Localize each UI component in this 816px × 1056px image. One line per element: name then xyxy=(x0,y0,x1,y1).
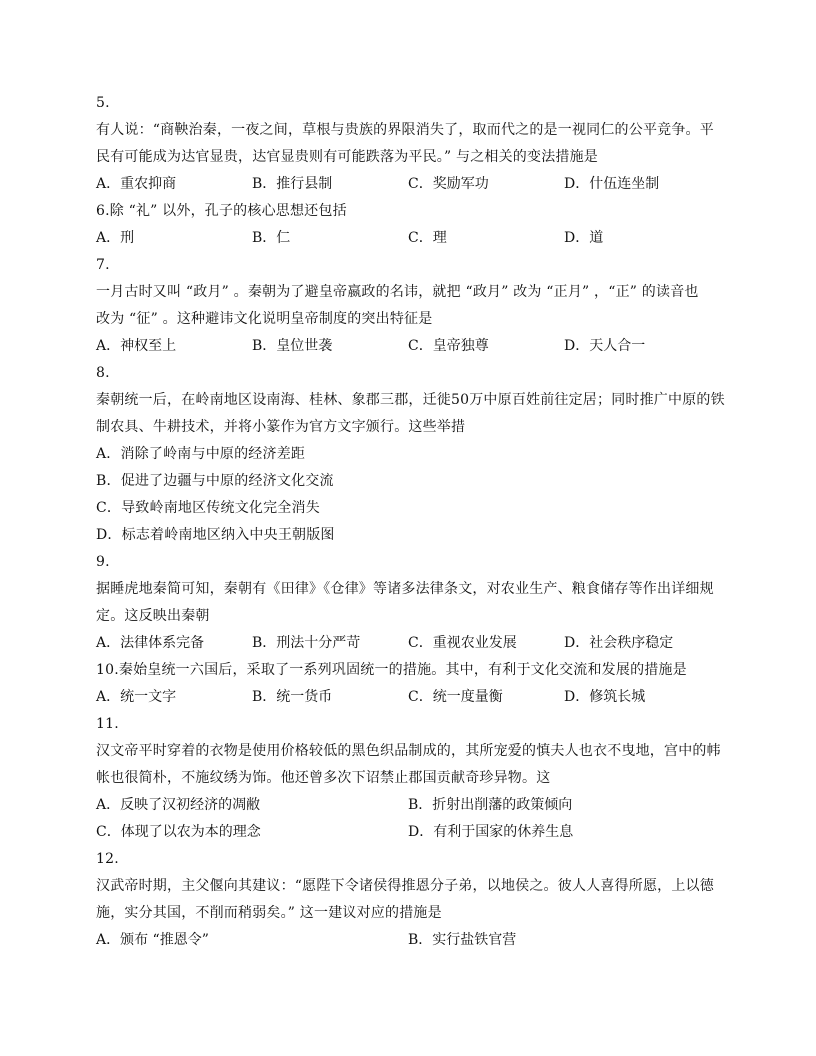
question-stem-line: 汉文帝平时穿着的衣物是使用价格较低的黑色织品制成的，其所宠爱的慎夫人也衣不曳地，宫中的帏 xyxy=(96,743,721,759)
option-d: D．标志着岭南地区纳入中央王朝版图 xyxy=(96,527,335,543)
question-stem-line: 秦朝统一后，在岭南地区设南海、桂林、象郡三郡，迁徙50万中原百姓前往定居；同时推广中原的铁 xyxy=(96,392,725,408)
option-c: C．奖励军功 xyxy=(408,176,489,192)
question-number: 5. xyxy=(96,95,110,111)
option-b: B．刑法十分严苛 xyxy=(252,635,361,651)
question-line xyxy=(96,198,347,225)
question-line xyxy=(96,657,687,684)
question-number: 6. xyxy=(96,203,110,219)
question-stem-line: 制农具、牛耕技术，并将小篆作为官方文字颁行。这些举措 xyxy=(96,419,466,435)
question-stem-line: 有人说：“商鞅治秦，一夜之间，草根与贵族的界限消失了，取而代之的是一视同仁的公平竞争。平 xyxy=(96,122,714,138)
question-stem-line: 秦始皇统一六国后，采取了一系列巩固统一的措施。其中，有利于文化交流和发展的措施是 xyxy=(118,662,687,678)
question-number: 7. xyxy=(96,257,110,273)
option-b: B．推行县制 xyxy=(252,176,333,192)
option-d: D．什伍连坐制 xyxy=(564,176,660,192)
question-stem-line: 除 “礼” 以外，孔子的核心思想还包括 xyxy=(109,203,347,219)
question-number: 9. xyxy=(96,554,110,570)
option-d: D．天人合一 xyxy=(564,338,646,354)
option-b: B．实行盐铁官营 xyxy=(408,932,517,948)
question-number: 12. xyxy=(96,851,119,867)
question-stem-line: 民有可能成为达官显贵，达官显贵则有可能跌落为平民。” 与之相关的变法措施是 xyxy=(96,149,599,165)
question-stem-line: 施，实分其国，不削而稍弱矣。” 这一建议对应的措施是 xyxy=(96,905,442,921)
option-a: A．神权至上 xyxy=(96,338,177,354)
option-b: B．促进了边疆与中原的经济文化交流 xyxy=(96,473,334,489)
option-a: A．颁布 “推恩令” xyxy=(96,932,209,948)
question-stem-line: 据睡虎地秦简可知，秦朝有《田律》《仓律》等诸多法律条文，对农业生产、粮食储存等作出详细规 xyxy=(96,581,714,597)
option-c: C．统一度量衡 xyxy=(408,689,503,705)
option-a: A．反映了汉初经济的凋敝 xyxy=(96,797,261,813)
option-c: C．体现了以农为本的理念 xyxy=(96,824,261,840)
question-number: 8. xyxy=(96,365,110,381)
question-number: 11. xyxy=(96,716,119,732)
option-a: A．消除了岭南与中原的经济差距 xyxy=(96,446,306,462)
option-b: B．仁 xyxy=(252,230,291,246)
question-stem-line: 帐也很简朴，不施纹绣为饰。他还曾多次下诏禁止郡国贡献奇珍异物。这 xyxy=(96,770,551,786)
question-stem-line: 定。这反映出秦朝 xyxy=(96,608,210,624)
option-b: B．统一货币 xyxy=(252,689,333,705)
question-stem-line: 一月古时又叫 “政月” 。秦朝为了避皇帝嬴政的名讳，就把 “政月” 改为 “正月” ，“正” 的读音也 xyxy=(96,284,699,300)
question-stem-line: 汉武帝时期，主父偃向其建议：“愿陛下令诸侯得推恩分子弟，以地侯之。彼人人喜得所愿，上以德 xyxy=(96,878,714,894)
option-c: C．重视农业发展 xyxy=(408,635,517,651)
option-d: D．有利于国家的休养生息 xyxy=(408,824,574,840)
option-a: A．刑 xyxy=(96,230,135,246)
option-d: D．道 xyxy=(564,230,604,246)
question-stem-line: 改为 “征” 。这种避讳文化说明皇帝制度的突出特征是 xyxy=(96,311,433,327)
option-d: D．修筑长城 xyxy=(564,689,646,705)
option-d: D．社会秩序稳定 xyxy=(564,635,674,651)
option-c: C．导致岭南地区传统文化完全消失 xyxy=(96,500,320,516)
option-a: A．法律体系完备 xyxy=(96,635,205,651)
option-a: A．重农抑商 xyxy=(96,176,177,192)
option-a: A．统一文字 xyxy=(96,689,177,705)
question-number: 10. xyxy=(96,662,119,678)
option-b: B．皇位世袭 xyxy=(252,338,333,354)
option-b: B．折射出削藩的政策倾向 xyxy=(408,797,573,813)
option-c: C．理 xyxy=(408,230,447,246)
option-c: C．皇帝独尊 xyxy=(408,338,489,354)
